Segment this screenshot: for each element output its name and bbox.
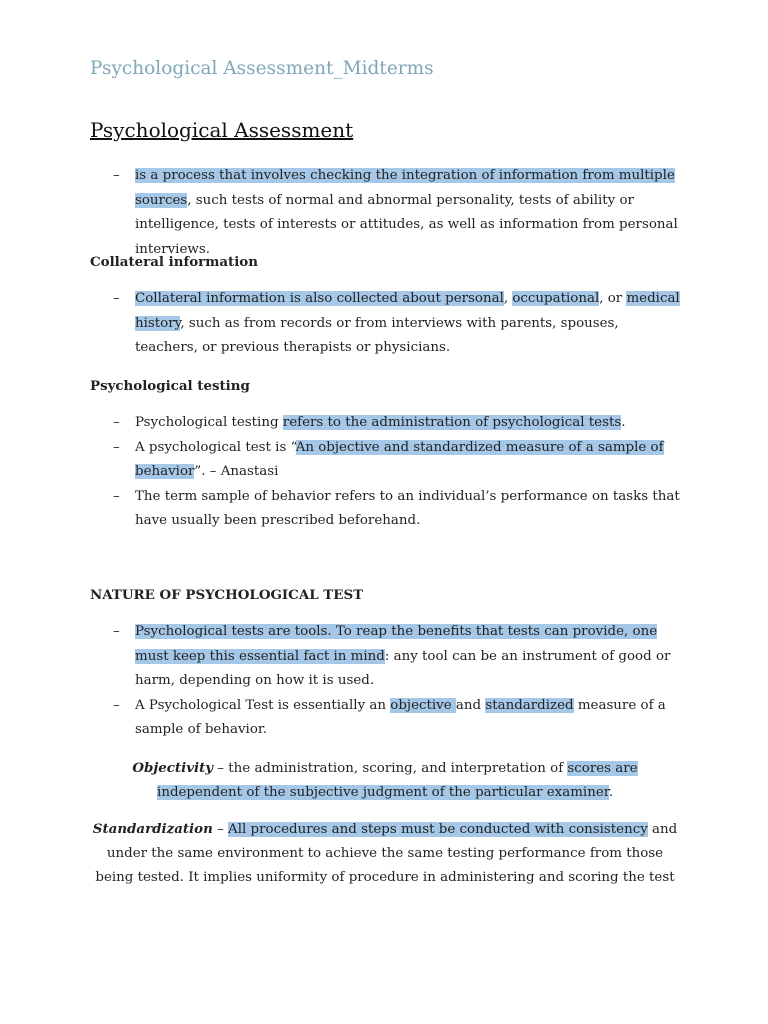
body-text: , [503,291,513,306]
highlighted-text: Psychological tests are tools. To reap the benefits that tests can provide, one must keep this essential fact in mind [135,624,658,664]
body-text: – [212,822,229,837]
body-text: . [608,785,613,800]
body-text: Psychological testing [135,415,283,430]
highlighted-text: occupational [512,291,600,306]
nature-bullet-list [90,620,680,743]
subheading-collateral-information: Collateral information [90,254,258,270]
highlighted-text: scores are independent of the subjective judgment of the particular examiner [157,761,638,800]
collateral-bullet-list [90,287,680,361]
body-text: . [621,415,626,430]
body-text: A psychological test is “ [135,439,296,455]
term-objectivity: Objectivity [132,760,214,776]
testing-bullet-list [90,411,680,534]
subheading-nature-of-psychological-test: NATURE OF PSYCHOLOGICAL TEST [90,587,364,603]
assessment-bullet-list [90,164,680,262]
term-standardization: Standardization [92,821,213,837]
bullet-dash: – [113,488,120,504]
body-text: and under the same environment to achieve the same testing performance from those being tested. It implies uniformity of procedure in administering and scoring the test [95,822,678,885]
body-text: The term sample of behavior refers to an individual’s performance on tasks that have usually been prescribed beforehand. [135,488,680,528]
body-text: – the administration, scoring, and interpretation of [213,761,568,776]
body-text: : any tool can be an instrument of good or harm, depending on how it is used. [135,648,671,688]
highlighted-text: objective [390,697,456,713]
bullet-dash: – [113,168,120,183]
list-item [90,287,680,361]
highlighted-text: Collateral information is also collected about personal [135,291,504,306]
highlighted-text: medical history [135,291,680,331]
definition-paragraph [90,756,680,805]
bullet-dash: – [113,439,120,455]
list-item [90,411,680,436]
list-item [90,620,680,694]
list-item [90,436,680,485]
body-text: , or [599,291,627,306]
bullet-dash: – [113,624,120,639]
body-text: , such as from records or from interviews with parents, spouses, teachers, or previous therapists or physicians. [135,315,619,355]
highlighted-text: refers to the administration of psychological tests [282,415,622,430]
highlighted-text: An objective and standardized measure of a sample of behavior [135,439,664,479]
body-text: ”. – Anastasi [194,464,279,479]
objectivity-definition [90,756,680,805]
section-heading-psychological-assessment: Psychological Assessment [90,118,354,142]
definition-paragraph [90,817,680,890]
collateral-section [90,250,680,275]
body-text: measure of a sample of behavior. [135,697,666,737]
highlighted-text: standardized [485,697,574,713]
body-text: , such tests of normal and abnormal personality, tests of ability or intelligence, tests of interests or attitudes, as well as information from personal interviews. [135,192,678,257]
body-text: A Psychological Test is essentially an [135,697,391,713]
nature-section [90,583,680,608]
list-item [90,164,680,262]
bullet-dash: – [113,415,120,430]
standardization-definition [90,817,680,890]
list-item [90,694,680,743]
body-text: and [455,697,486,713]
highlighted-text: All procedures and steps must be conducted with consistency [228,822,648,837]
bullet-dash: – [113,291,120,306]
document-title: Psychological Assessment_Midterms [90,58,434,79]
bullet-dash: – [113,697,120,713]
highlighted-text: is a process that involves checking the integration of information from multiple sources [135,168,675,208]
subheading-psychological-testing: Psychological testing [90,378,250,394]
testing-section [90,374,680,399]
list-item [90,485,680,534]
